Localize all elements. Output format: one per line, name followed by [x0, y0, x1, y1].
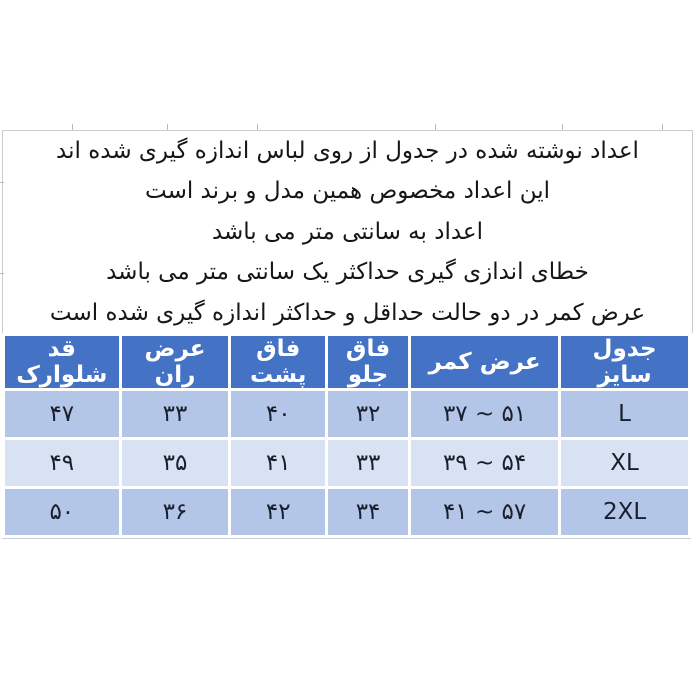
header-back-rise: فاق پشت [231, 336, 325, 388]
cell-size: 2XL [561, 489, 688, 535]
grid-tick [435, 124, 436, 130]
header-thigh-width: عرض ران [122, 336, 229, 388]
cell-back-rise: ۴۰ [231, 391, 325, 437]
cell-shorts-length: ۴۹ [5, 440, 119, 486]
size-chart-table [2, 333, 691, 539]
cell-shorts-length: ۵۰ [5, 489, 119, 535]
cell-size: XL [561, 440, 688, 486]
cell-front-rise: ۳۴ [328, 489, 408, 535]
waist-range: ۳۷ ~ ۵۱ [442, 401, 527, 427]
grid-tick [167, 124, 168, 130]
cell-thigh-width: ۳۶ [122, 489, 229, 535]
table-row-size-l [5, 391, 688, 437]
cell-front-rise: ۳۲ [328, 391, 408, 437]
grid-tick [662, 124, 663, 130]
cell-back-rise: ۴۲ [231, 489, 325, 535]
header-waist-width: عرض کمر [411, 336, 558, 388]
note-line-unit-centimeter: اعداد به سانتی متر می باشد [211, 218, 484, 245]
notes-box [2, 130, 693, 333]
grid-tick [0, 182, 4, 183]
header-shorts-length: قد شلوارک [5, 336, 119, 388]
header-front-rise: فاق جلو [328, 336, 408, 388]
waist-range: ۴۱ ~ ۵۷ [442, 499, 527, 525]
cell-thigh-width: ۳۵ [122, 440, 229, 486]
grid-tick [562, 124, 563, 130]
note-line-tolerance: خطای اندازی گیری حداکثر یک سانتی متر می باشد [106, 259, 589, 286]
header-size: جدول سایز [561, 336, 688, 388]
note-line-waist-min-max: عرض کمر در دو حالت حداقل و حداکثر اندازه گیری شده است [49, 299, 646, 326]
table-row-size-2xl [5, 489, 688, 535]
cell-waist-width [411, 489, 558, 535]
cell-waist-width [411, 391, 558, 437]
waist-range: ۳۹ ~ ۵۴ [442, 450, 527, 476]
cell-front-rise: ۳۳ [328, 440, 408, 486]
cell-shorts-length: ۴۷ [5, 391, 119, 437]
note-line-measured-on-garment: اعداد نوشته شده در جدول از روی لباس اندازه گیری شده اند [56, 138, 639, 164]
cell-waist-width [411, 440, 558, 486]
header-row [5, 336, 688, 388]
table-row-size-xl [5, 440, 688, 486]
grid-tick [0, 273, 4, 274]
grid-tick [72, 124, 73, 130]
cell-size: L [561, 391, 688, 437]
cell-thigh-width: ۳۳ [122, 391, 229, 437]
grid-tick [257, 124, 258, 130]
cell-back-rise: ۴۱ [231, 440, 325, 486]
note-line-model-specific: این اعداد مخصوص همین مدل و برند است [145, 178, 550, 205]
